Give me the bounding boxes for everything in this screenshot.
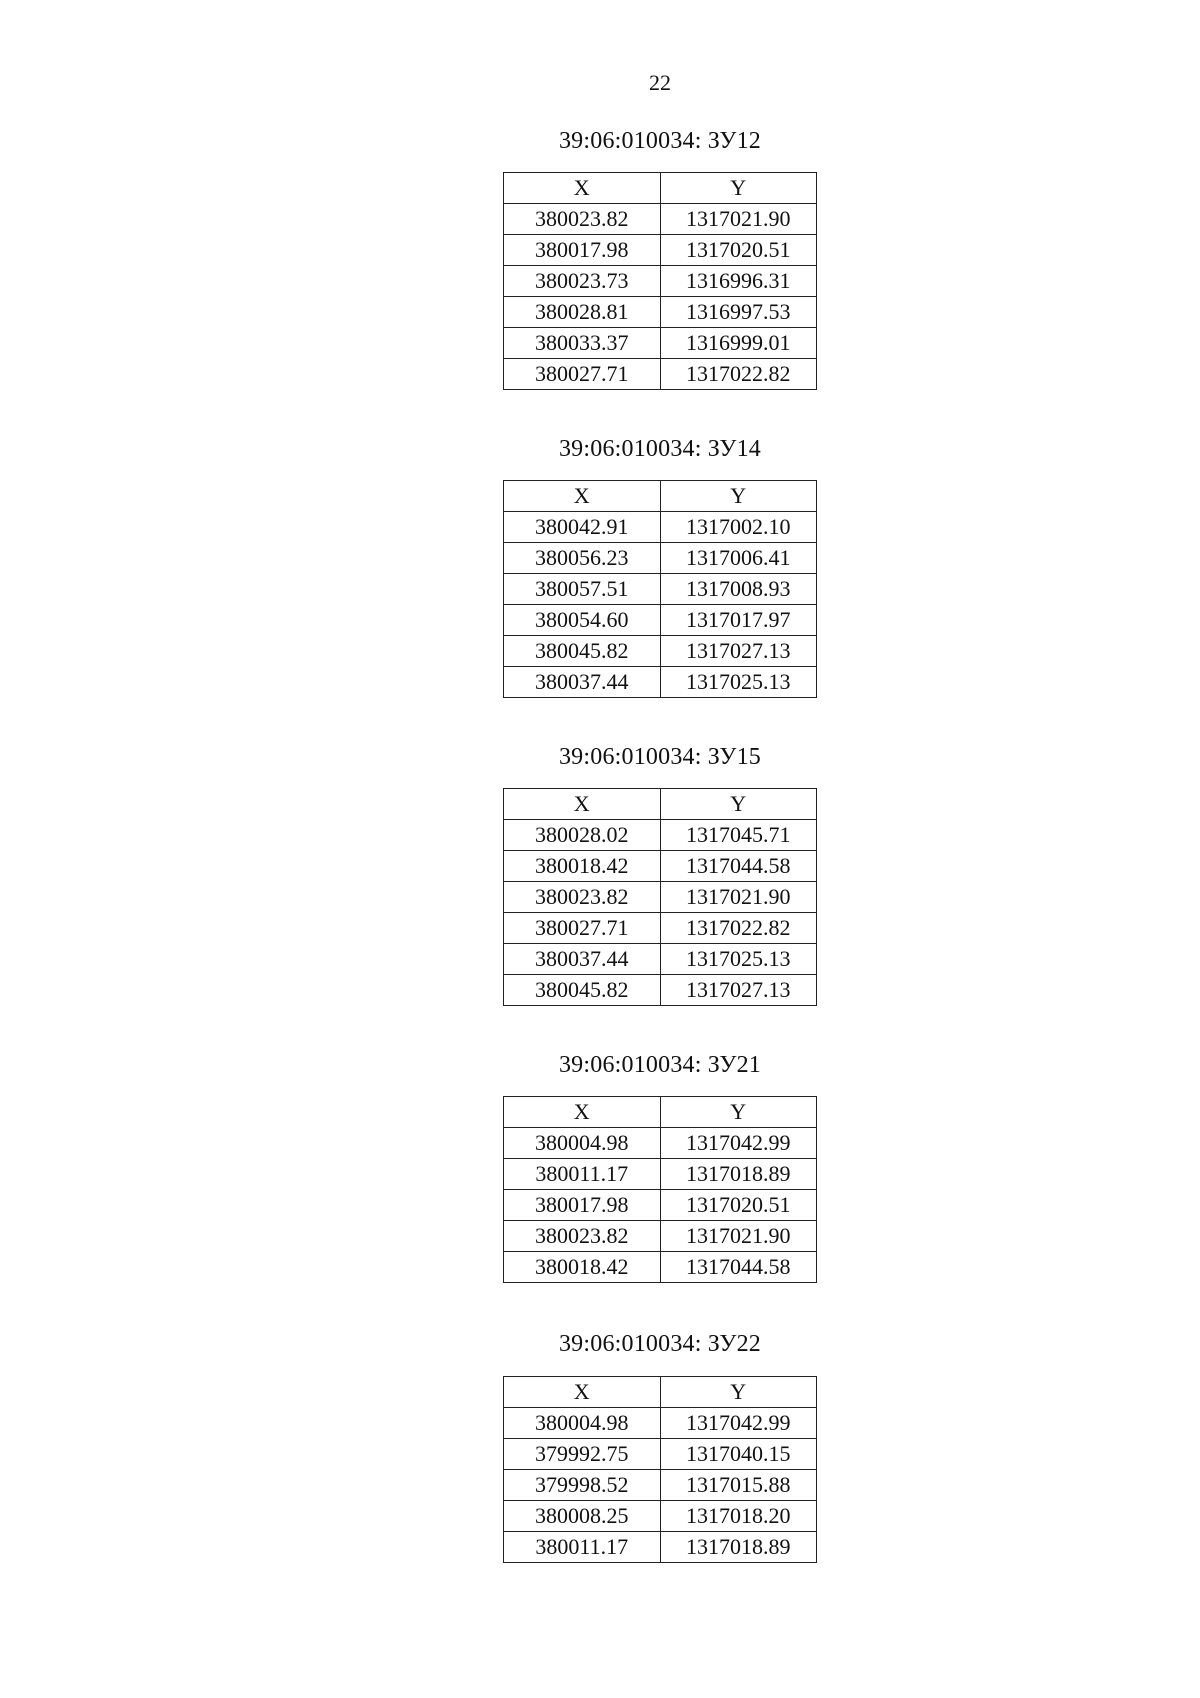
cell-x: 380045.82 xyxy=(504,636,661,667)
table-row xyxy=(504,543,817,574)
cell-y: 1317020.51 xyxy=(660,235,817,266)
column-header-y: Y xyxy=(660,481,817,512)
cell-y: 1317027.13 xyxy=(660,636,817,667)
table-row xyxy=(504,574,817,605)
cell-x: 380017.98 xyxy=(504,1190,661,1221)
parcel-title: 39:06:010034: ЗУ15 xyxy=(558,744,762,770)
table-row xyxy=(504,667,817,698)
cell-y: 1317042.99 xyxy=(660,1408,817,1439)
column-header-x: X xyxy=(504,1377,661,1408)
cell-y: 1317021.90 xyxy=(660,204,817,235)
cell-y: 1317018.89 xyxy=(660,1532,817,1563)
cell-x: 380045.82 xyxy=(504,975,661,1006)
cell-x: 380027.71 xyxy=(504,913,661,944)
cell-x: 380028.02 xyxy=(504,820,661,851)
page-number: 22 xyxy=(649,70,671,95)
table-row xyxy=(504,512,817,543)
cell-y: 1317017.97 xyxy=(660,605,817,636)
column-header-x: X xyxy=(504,789,661,820)
table-row xyxy=(504,851,817,882)
cell-x: 380037.44 xyxy=(504,667,661,698)
coordinate-table xyxy=(503,172,817,390)
cell-x: 380004.98 xyxy=(504,1408,661,1439)
cell-y: 1317020.51 xyxy=(660,1190,817,1221)
table-row xyxy=(504,882,817,913)
column-header-y: Y xyxy=(660,173,817,204)
cell-y: 1317018.20 xyxy=(660,1501,817,1532)
parcel-title: 39:06:010034: ЗУ14 xyxy=(558,436,762,462)
cell-x: 380023.82 xyxy=(504,204,661,235)
cell-y: 1317006.41 xyxy=(660,543,817,574)
table-row xyxy=(504,1128,817,1159)
cell-y: 1317045.71 xyxy=(660,820,817,851)
cell-x: 379998.52 xyxy=(504,1470,661,1501)
coordinate-table xyxy=(503,788,817,1006)
cell-x: 380023.82 xyxy=(504,1221,661,1252)
coordinate-table xyxy=(503,1376,817,1563)
table-row xyxy=(504,359,817,390)
coordinate-table xyxy=(503,480,817,698)
table-row xyxy=(504,820,817,851)
table-row xyxy=(504,1252,817,1283)
cell-y: 1317027.13 xyxy=(660,975,817,1006)
table-header-row xyxy=(504,1097,817,1128)
cell-x: 380042.91 xyxy=(504,512,661,543)
cell-x: 380017.98 xyxy=(504,235,661,266)
table-row xyxy=(504,235,817,266)
table-row xyxy=(504,1408,817,1439)
table-row xyxy=(504,605,817,636)
cell-x: 379992.75 xyxy=(504,1439,661,1470)
cell-y: 1317018.89 xyxy=(660,1159,817,1190)
column-header-x: X xyxy=(504,1097,661,1128)
parcel-title: 39:06:010034: ЗУ22 xyxy=(558,1331,762,1357)
cell-x: 380018.42 xyxy=(504,1252,661,1283)
cell-y: 1317002.10 xyxy=(660,512,817,543)
table-row xyxy=(504,204,817,235)
cell-y: 1317042.99 xyxy=(660,1128,817,1159)
column-header-y: Y xyxy=(660,789,817,820)
cell-y: 1317044.58 xyxy=(660,1252,817,1283)
cell-y: 1317040.15 xyxy=(660,1439,817,1470)
cell-x: 380033.37 xyxy=(504,328,661,359)
cell-x: 380011.17 xyxy=(504,1159,661,1190)
cell-y: 1317015.88 xyxy=(660,1470,817,1501)
parcel-title: 39:06:010034: ЗУ12 xyxy=(558,128,762,154)
table-row xyxy=(504,1221,817,1252)
cell-y: 1317044.58 xyxy=(660,851,817,882)
table-row xyxy=(504,636,817,667)
table-row xyxy=(504,1532,817,1563)
cell-x: 380056.23 xyxy=(504,543,661,574)
table-row xyxy=(504,328,817,359)
cell-x: 380054.60 xyxy=(504,605,661,636)
coordinate-table xyxy=(503,1096,817,1283)
table-header-row xyxy=(504,481,817,512)
table-row xyxy=(504,1159,817,1190)
table-row xyxy=(504,1439,817,1470)
cell-y: 1316996.31 xyxy=(660,266,817,297)
cell-y: 1317025.13 xyxy=(660,944,817,975)
cell-y: 1317021.90 xyxy=(660,1221,817,1252)
cell-y: 1317022.82 xyxy=(660,359,817,390)
table-header-row xyxy=(504,173,817,204)
cell-y: 1317008.93 xyxy=(660,574,817,605)
cell-y: 1317025.13 xyxy=(660,667,817,698)
table-row xyxy=(504,944,817,975)
cell-x: 380004.98 xyxy=(504,1128,661,1159)
cell-x: 380028.81 xyxy=(504,297,661,328)
table-row xyxy=(504,1190,817,1221)
column-header-x: X xyxy=(504,173,661,204)
column-header-x: X xyxy=(504,481,661,512)
table-row xyxy=(504,975,817,1006)
cell-x: 380037.44 xyxy=(504,944,661,975)
column-header-y: Y xyxy=(660,1097,817,1128)
column-header-y: Y xyxy=(660,1377,817,1408)
cell-x: 380027.71 xyxy=(504,359,661,390)
parcel-title: 39:06:010034: ЗУ21 xyxy=(558,1052,762,1078)
cell-y: 1317021.90 xyxy=(660,882,817,913)
table-header-row xyxy=(504,789,817,820)
cell-x: 380057.51 xyxy=(504,574,661,605)
table-row xyxy=(504,266,817,297)
table-row xyxy=(504,1501,817,1532)
table-row xyxy=(504,297,817,328)
cell-y: 1317022.82 xyxy=(660,913,817,944)
cell-x: 380008.25 xyxy=(504,1501,661,1532)
cell-y: 1316999.01 xyxy=(660,328,817,359)
cell-y: 1316997.53 xyxy=(660,297,817,328)
cell-x: 380023.82 xyxy=(504,882,661,913)
cell-x: 380018.42 xyxy=(504,851,661,882)
table-row xyxy=(504,913,817,944)
cell-x: 380011.17 xyxy=(504,1532,661,1563)
cell-x: 380023.73 xyxy=(504,266,661,297)
table-header-row xyxy=(504,1377,817,1408)
table-row xyxy=(504,1470,817,1501)
